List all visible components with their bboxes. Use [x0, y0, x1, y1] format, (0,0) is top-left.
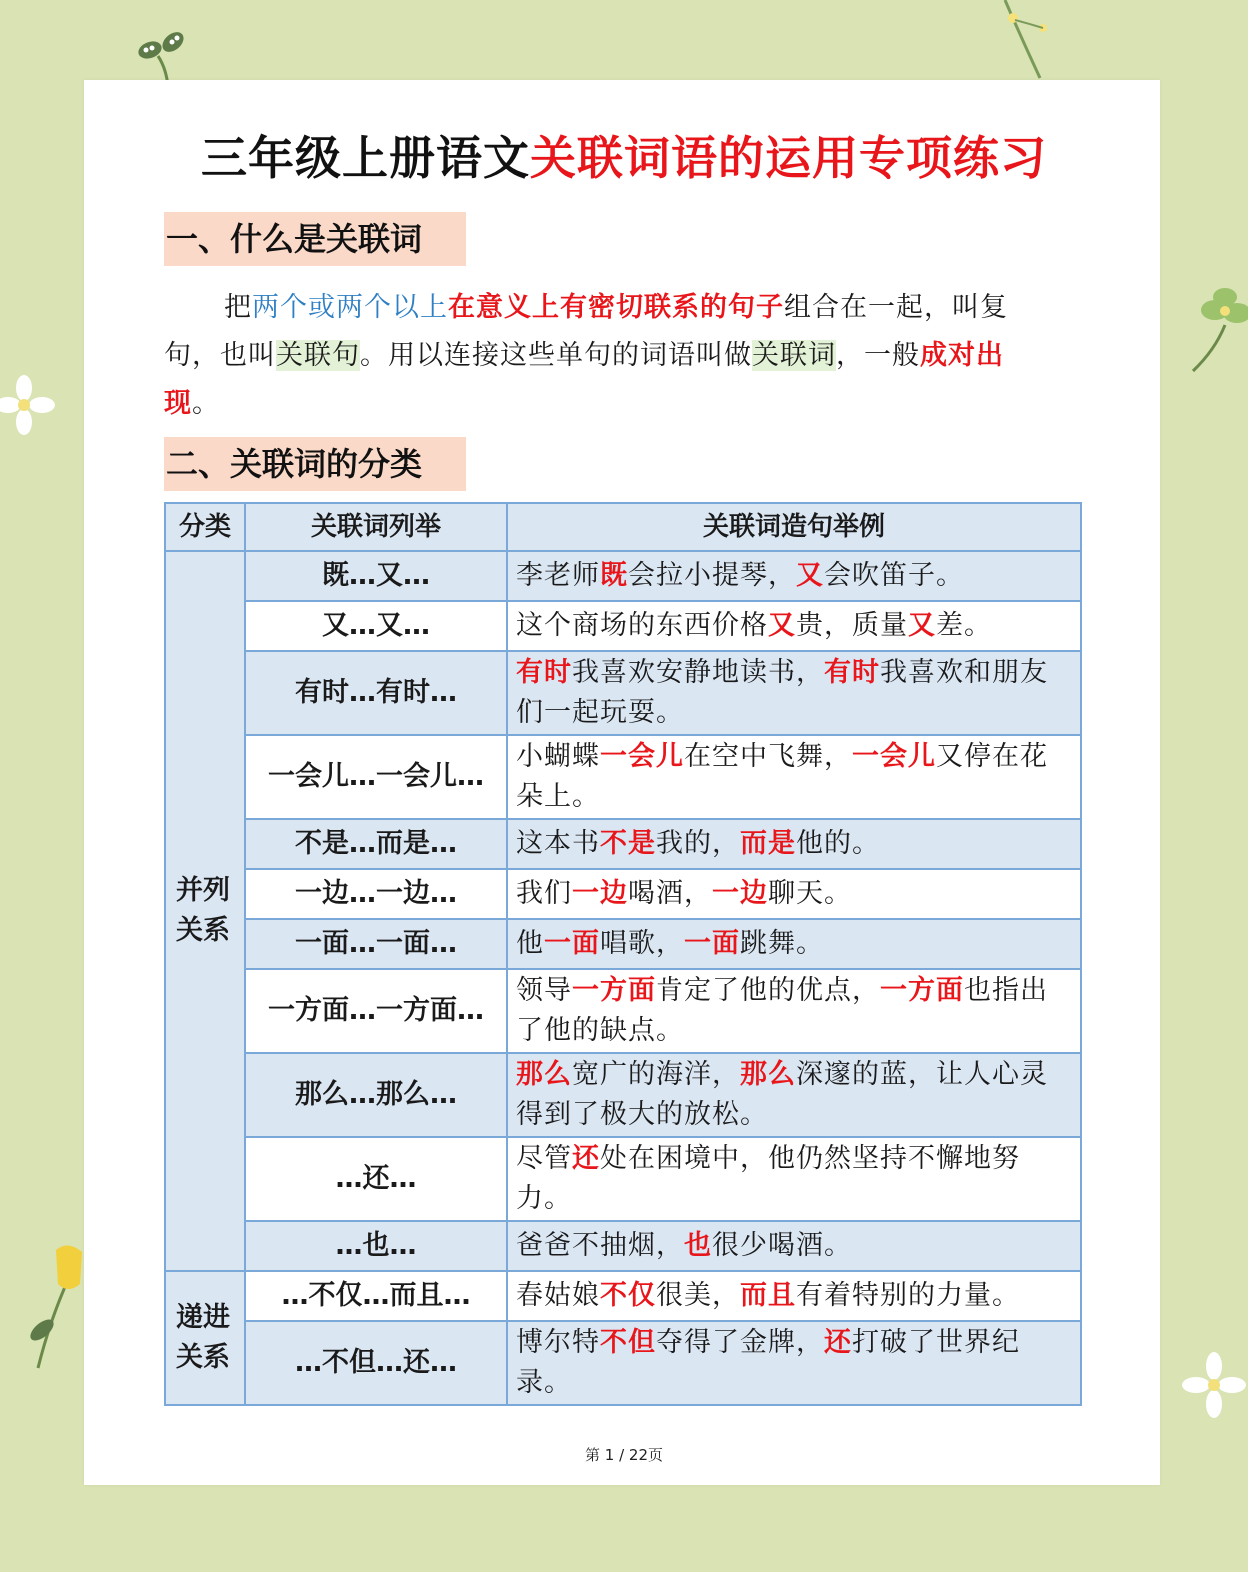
sentence-text: 我们	[516, 878, 572, 909]
example-sentence-cell	[507, 1137, 1081, 1221]
keyword-text: 一边	[572, 878, 628, 909]
conjunction-word-cell: 不是…而是…	[245, 819, 507, 869]
intro-text-2: 组合在一起，叫复句，也叫	[164, 292, 1008, 371]
flower-decoration-icon	[0, 370, 60, 440]
clover-decoration-icon	[1185, 285, 1248, 375]
example-sentence-cell	[507, 735, 1081, 819]
conjunction-word-cell: …不但…还…	[245, 1321, 507, 1405]
conjunction-table	[164, 502, 1082, 1406]
sentence-text: 处在困境中，他仍然坚持不懈地努力。	[516, 1143, 1020, 1214]
table-row	[165, 1221, 1081, 1271]
keyword-text: 一面	[544, 928, 600, 959]
intro-highlight-2: 关联词	[752, 340, 836, 371]
sentence-text: 他的。	[796, 828, 880, 859]
table-row	[165, 969, 1081, 1053]
sentence-text: 春姑娘	[516, 1280, 600, 1311]
keyword-text: 又	[768, 610, 796, 641]
section-heading-classification: 二、关联词的分类	[164, 437, 466, 491]
sentence-text: 我喜欢安静地读书，	[572, 657, 824, 688]
table-row	[165, 601, 1081, 651]
sprout-decoration-icon	[128, 28, 198, 88]
conjunction-word-cell: …不仅…而且…	[245, 1271, 507, 1321]
sentence-text: 很美，	[656, 1280, 740, 1311]
sentence-text: 很少喝酒。	[712, 1230, 852, 1261]
conjunction-word-cell: 一方面…一方面…	[245, 969, 507, 1053]
sentence-text: 又停在花朵上。	[516, 741, 1048, 812]
example-sentence-cell	[507, 819, 1081, 869]
intro-highlight-1: 关联句	[276, 340, 360, 371]
conjunction-word-cell: 一会儿…一会儿…	[245, 735, 507, 819]
keyword-text: 一方面	[880, 975, 964, 1006]
example-sentence-cell	[507, 1271, 1081, 1321]
sentence-text: 也指出了他的缺点。	[516, 975, 1048, 1046]
keyword-text: 也	[684, 1230, 712, 1261]
table-row	[165, 1137, 1081, 1221]
table-header-row	[165, 503, 1081, 551]
example-sentence-cell	[507, 869, 1081, 919]
example-sentence-cell	[507, 1221, 1081, 1271]
sentence-text: 肯定了他的优点，	[656, 975, 880, 1006]
keyword-text: 一方面	[572, 975, 656, 1006]
table-row	[165, 735, 1081, 819]
intro-text-3: 。用以连接这些单句的词语叫做	[360, 340, 752, 371]
intro-red-text-2: 成对出现	[164, 340, 1004, 419]
keyword-text: 有时	[824, 657, 880, 688]
conjunction-word-cell: 一面…一面…	[245, 919, 507, 969]
keyword-text: 还	[572, 1143, 600, 1174]
table-row	[165, 551, 1081, 601]
keyword-text: 不是	[600, 828, 656, 859]
sentence-text: 李老师	[516, 560, 600, 591]
intro-text-5: 。	[192, 388, 220, 419]
example-sentence-cell	[507, 919, 1081, 969]
intro-paragraph	[164, 284, 1059, 428]
keyword-text: 而且	[740, 1280, 796, 1311]
intro-blue-text: 两个或两个以上	[252, 292, 448, 323]
example-sentence-cell	[507, 1321, 1081, 1405]
sentence-text: 聊天。	[768, 878, 852, 909]
keyword-text: 有时	[516, 657, 572, 688]
conjunction-word-cell: 又…又…	[245, 601, 507, 651]
example-sentence-cell	[507, 551, 1081, 601]
flower-decoration-icon-2	[1180, 1350, 1248, 1420]
intro-text-1: 把	[224, 292, 252, 323]
conjunction-word-cell: 既…又…	[245, 551, 507, 601]
table-row	[165, 819, 1081, 869]
branch-decoration-icon	[985, 0, 1065, 80]
conjunction-word-cell: 一边…一边…	[245, 869, 507, 919]
sentence-text: 夺得了金牌，	[656, 1327, 824, 1358]
table-row	[165, 1321, 1081, 1405]
example-sentence-cell	[507, 969, 1081, 1053]
keyword-text: 一会儿	[852, 741, 936, 772]
sentence-text: 差。	[936, 610, 992, 641]
page-number: 第 1 / 22页	[585, 1446, 663, 1464]
keyword-text: 又	[796, 560, 824, 591]
example-sentence-cell	[507, 1053, 1081, 1137]
conjunction-word-cell: …也…	[245, 1221, 507, 1271]
section-heading-what-is: 一、什么是关联词	[164, 212, 466, 266]
keyword-text: 那么	[740, 1059, 796, 1090]
title-red-part: 关联词语的运用专项练习	[530, 131, 1047, 185]
sentence-text: 我喜欢和朋友们一起玩耍。	[516, 657, 1048, 728]
table-row	[165, 651, 1081, 735]
header-words: 关联词列举	[245, 503, 507, 551]
keyword-text: 还	[824, 1327, 852, 1358]
keyword-text: 又	[908, 610, 936, 641]
table-row	[165, 1271, 1081, 1321]
category-cell: 递进关系	[165, 1271, 245, 1405]
keyword-text: 既	[600, 560, 628, 591]
sentence-text: 我的，	[656, 828, 740, 859]
sentence-text: 跳舞。	[740, 928, 824, 959]
conjunction-word-cell: …还…	[245, 1137, 507, 1221]
conjunction-word-cell: 那么…那么…	[245, 1053, 507, 1137]
intro-text-4: ，一般	[836, 340, 920, 371]
sentence-text: 会吹笛子。	[824, 560, 964, 591]
header-category: 分类	[165, 503, 245, 551]
sentence-text: 小蝴蝶	[516, 741, 600, 772]
sentence-text: 领导	[516, 975, 572, 1006]
keyword-text: 一会儿	[600, 741, 684, 772]
sentence-text: 深邃的蓝，让人心灵得到了极大的放松。	[516, 1059, 1048, 1130]
sentence-text: 会拉小提琴，	[628, 560, 796, 591]
sentence-text: 在空中飞舞，	[684, 741, 852, 772]
keyword-text: 而是	[740, 828, 796, 859]
page-title	[0, 122, 1248, 188]
sentence-text: 博尔特	[516, 1327, 600, 1358]
keyword-text: 一边	[712, 878, 768, 909]
tulip-decoration-icon	[20, 1240, 90, 1370]
sentence-text: 这本书	[516, 828, 600, 859]
intro-red-text: 在意义上有密切联系的句子	[448, 292, 784, 323]
conjunction-word-cell: 有时…有时…	[245, 651, 507, 735]
table-row	[165, 869, 1081, 919]
header-examples: 关联词造句举例	[507, 503, 1081, 551]
sentence-text: 有着特别的力量。	[796, 1280, 1020, 1311]
example-sentence-cell	[507, 651, 1081, 735]
title-black-part: 三年级上册语文	[201, 131, 530, 185]
sentence-text: 尽管	[516, 1143, 572, 1174]
sentence-text: 唱歌，	[600, 928, 684, 959]
keyword-text: 不但	[600, 1327, 656, 1358]
table-row	[165, 1053, 1081, 1137]
table-row	[165, 919, 1081, 969]
sentence-text: 他	[516, 928, 544, 959]
sentence-text: 喝酒，	[628, 878, 712, 909]
sentence-text: 爸爸不抽烟，	[516, 1230, 684, 1261]
sentence-text: 打破了世界纪录。	[516, 1327, 1020, 1398]
sentence-text: 宽广的海洋，	[572, 1059, 740, 1090]
keyword-text: 那么	[516, 1059, 572, 1090]
category-cell: 并列关系	[165, 551, 245, 1271]
keyword-text: 不仅	[600, 1280, 656, 1311]
keyword-text: 一面	[684, 928, 740, 959]
sentence-text: 贵，质量	[796, 610, 908, 641]
sentence-text: 这个商场的东西价格	[516, 610, 768, 641]
example-sentence-cell	[507, 601, 1081, 651]
